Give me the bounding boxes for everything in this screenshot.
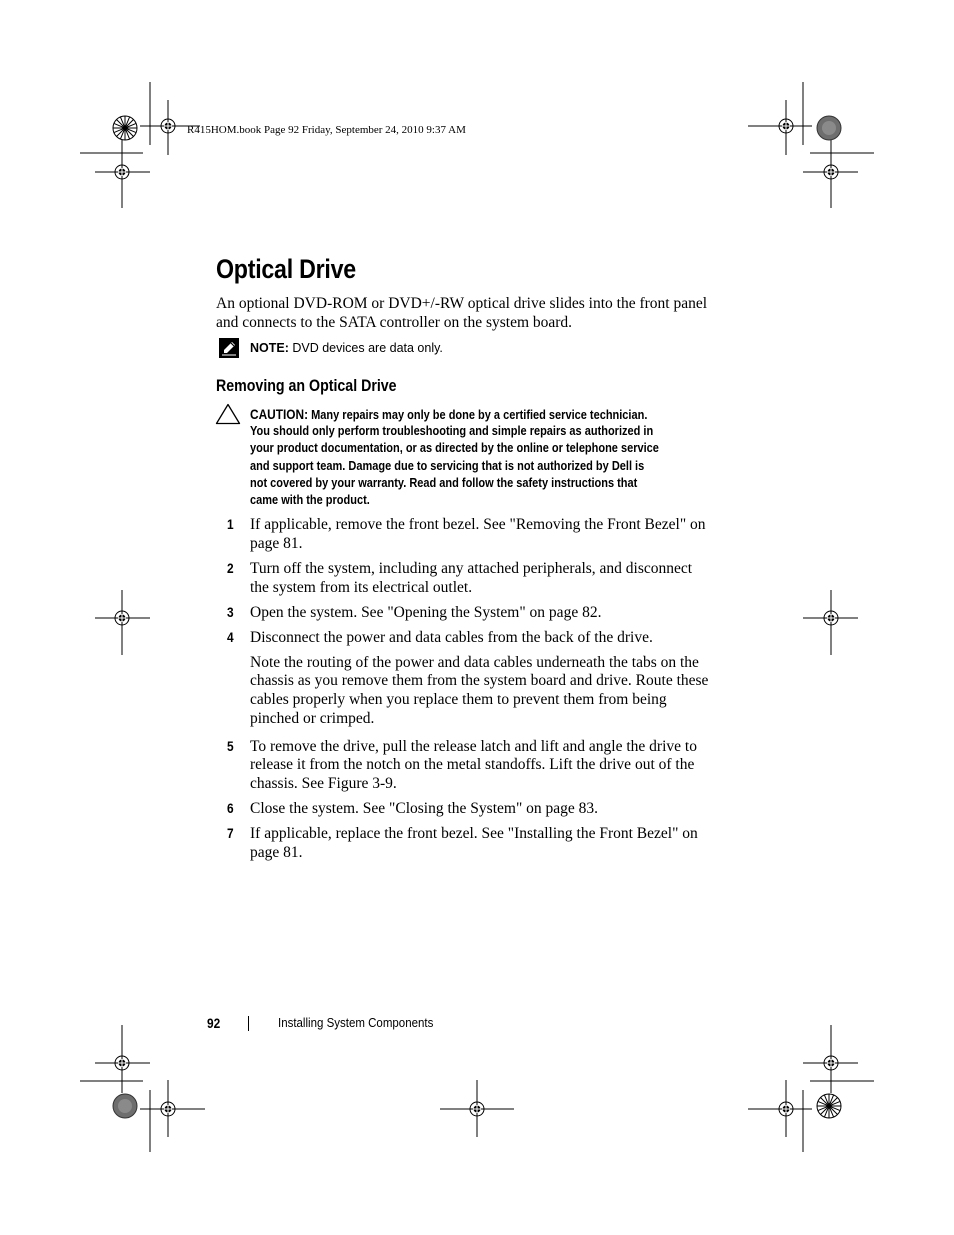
- book-header-info: R415HOM.book Page 92 Friday, September 24, 2010 9:37 AM: [187, 124, 466, 136]
- caution-triangle-icon: [215, 403, 241, 425]
- step-note-text: cables properly when you replace them to prevent them from being: [250, 691, 667, 708]
- caution-line: your product documentation, or as directed by the online or telephone service: [250, 441, 659, 455]
- step-text: Disconnect the power and data cables from the back of the drive.: [250, 629, 653, 646]
- caution-line: came with the product.: [250, 493, 370, 507]
- step-text: page 81.: [250, 535, 303, 552]
- step-number: 5: [227, 738, 234, 754]
- caution-label: CAUTION:: [250, 407, 309, 422]
- intro-paragraph-line: and connects to the SATA controller on the system board.: [216, 314, 573, 331]
- page-number: 92: [207, 1015, 221, 1031]
- step-text: If applicable, replace the front bezel. See "Installing the Front Bezel" on: [250, 825, 698, 842]
- step-note-text: pinched or crimped.: [250, 710, 375, 727]
- step-text: the system from its electrical outlet.: [250, 579, 473, 596]
- step-text: Close the system. See "Closing the System" on page 83.: [250, 800, 599, 817]
- section-heading: Removing an Optical Drive: [216, 377, 397, 395]
- color-target-icon: [113, 116, 137, 140]
- color-target-icon: [817, 116, 841, 140]
- step-text: If applicable, remove the front bezel. See "Removing the Front Bezel" on: [250, 516, 706, 533]
- caution-line: not covered by your warranty. Read and follow the safety instructions that: [250, 476, 638, 490]
- note-text: [250, 341, 443, 355]
- step-text: release it from the notch on the metal standoffs. Lift the drive out of the: [250, 756, 695, 773]
- step-text: chassis. See Figure 3-9.: [250, 775, 397, 792]
- step-number: 6: [227, 800, 234, 816]
- step-number: 4: [227, 629, 234, 645]
- step-number: 1: [227, 516, 234, 532]
- caution-line: [250, 406, 647, 424]
- step-number: 7: [227, 825, 234, 841]
- intro-paragraph-line: An optional DVD-ROM or DVD+/-RW optical drive slides into the front panel: [216, 295, 708, 312]
- caution-line: and support team. Damage due to servicing that is not authorized by Dell is: [250, 459, 645, 473]
- step-number: 3: [227, 604, 234, 620]
- note-body: DVD devices are data only.: [288, 341, 443, 355]
- step-note-text: Note the routing of the power and data cables underneath the tabs on the: [250, 654, 699, 671]
- step-number: 2: [227, 560, 234, 576]
- caution-text: Many repairs may only be done by a certified service technician.: [308, 408, 648, 422]
- step-note-text: chassis as you remove them from the system board and drive. Route these: [250, 672, 709, 689]
- step-text: To remove the drive, pull the release latch and lift and angle the drive to: [250, 738, 697, 755]
- color-target-icon: [817, 1094, 841, 1118]
- note-label: NOTE:: [250, 341, 289, 355]
- color-target-icon: [113, 1094, 137, 1118]
- page-title: Optical Drive: [216, 254, 356, 284]
- footer-divider: [248, 1016, 249, 1031]
- step-text: Open the system. See "Opening the System" on page 82.: [250, 604, 602, 621]
- caution-line: You should only perform troubleshooting and simple repairs as authorized in: [250, 424, 654, 438]
- note-pencil-icon: [219, 338, 239, 358]
- step-text: page 81.: [250, 844, 303, 861]
- footer-section-title: Installing System Components: [278, 1016, 434, 1030]
- step-text: Turn off the system, including any attached peripherals, and disconnect: [250, 560, 693, 577]
